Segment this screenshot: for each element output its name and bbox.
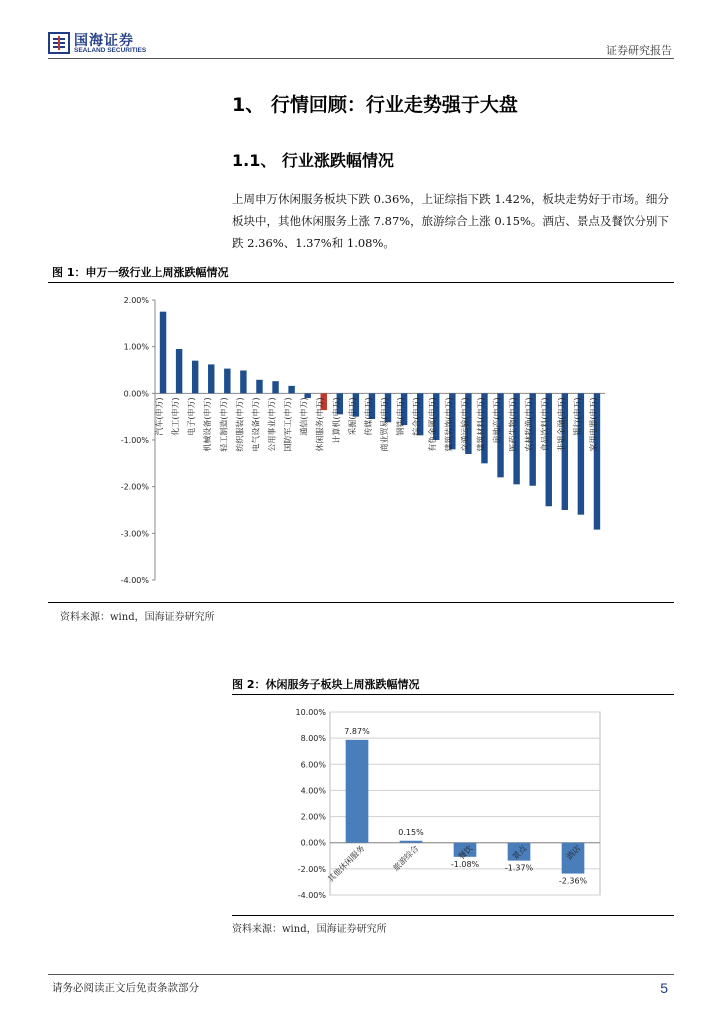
report-type-label: 证券研究报告 <box>606 44 672 57</box>
category-label: 建筑装饰(申万) <box>444 397 454 452</box>
logo-english-name: SEALAND SECURITIES <box>74 47 147 54</box>
category-label: 机械设备(申万) <box>203 397 213 452</box>
category-label: 汽车(申万) <box>155 397 165 436</box>
bar <box>240 370 246 393</box>
category-label: 休闲服务(申万) <box>315 397 325 452</box>
category-label: 综合(申万) <box>412 397 422 436</box>
category-label: 轻工制造(申万) <box>219 397 229 452</box>
data-label: -2.36% <box>558 876 588 886</box>
bar <box>346 740 369 843</box>
category-label: 采掘(申万) <box>347 397 357 436</box>
category-label: 计算机(申万) <box>331 397 341 444</box>
category-label: 非银金融(申万) <box>556 397 566 452</box>
category-label: 通信(申万) <box>299 397 309 436</box>
bar <box>160 312 166 394</box>
y-tick-label: -4.00% <box>297 891 326 900</box>
page-number: 5 <box>660 980 668 996</box>
y-tick-label: -2.00% <box>297 864 326 874</box>
y-tick-label: 8.00% <box>300 734 326 744</box>
company-logo <box>48 30 158 56</box>
category-label: 公用事业(申万) <box>267 397 277 452</box>
bar <box>256 380 262 394</box>
y-tick-label: 4.00% <box>300 786 326 796</box>
category-label: 纺织服装(申万) <box>235 397 245 452</box>
category-label: 交通运输(申万) <box>460 397 470 452</box>
section-heading: 1、 行情回顾：行业走势强于大盘 <box>232 94 518 116</box>
figure1-top-rule <box>48 282 674 283</box>
figure2-title: 图 2：休闲服务子板块上周涨跌幅情况 <box>232 678 420 691</box>
category-label: 农林牧渔(申万) <box>524 397 534 452</box>
category-label: 有色金属(申万) <box>428 397 438 452</box>
bar <box>400 841 423 843</box>
disclaimer-note: 请务必阅读正文后免责条款部分 <box>52 982 199 994</box>
y-tick-label: 2.00% <box>300 812 326 822</box>
category-label: 国防军工(申万) <box>283 397 293 452</box>
figure1-source: 资料来源：wind，国海证券研究所 <box>60 612 215 623</box>
category-label: 电子(申万) <box>187 397 197 436</box>
subsection-heading: 1.1、 行业涨跌幅情况 <box>232 151 394 170</box>
category-label: 餐饮 <box>456 843 475 862</box>
category-label: 医药生物(申万) <box>508 397 518 452</box>
bar <box>176 349 182 393</box>
sealand-logo-icon <box>48 32 70 54</box>
bar <box>304 393 310 398</box>
summary-paragraph: 上周申万休闲服务板块下跌 0.36%，上证综指下跌 1.42%，板块走势好于市场。细分板块中，其他休闲服务上涨 7.87%，旅游综合上涨 0.15%。酒店、景点及餐饮分别下跌 2.36%、1.37%和 1.08%。 <box>232 192 669 250</box>
figure2-top-rule <box>232 694 674 695</box>
page-header <box>0 0 724 60</box>
category-label: 家用电器(申万) <box>588 397 598 452</box>
figure2-source: 资料来源：wind，国海证券研究所 <box>232 924 387 935</box>
category-label: 传媒(申万) <box>363 397 373 436</box>
y-tick-label: 1.00% <box>123 342 149 352</box>
y-tick-label: -4.00% <box>120 576 149 585</box>
header-divider <box>48 58 674 59</box>
bar <box>288 386 294 393</box>
y-tick-label: 10.00% <box>295 708 326 717</box>
category-label: 商业贸易(申万) <box>380 397 390 452</box>
leisure-subsector-chart <box>280 700 610 910</box>
category-label: 其他休闲服务 <box>326 843 367 885</box>
category-label: 食品饮料(申万) <box>540 397 550 452</box>
footer-divider <box>48 974 674 975</box>
data-label: 7.87% <box>344 726 370 736</box>
y-tick-label: -2.00% <box>120 482 149 492</box>
logo-chinese-name: 国海证券 <box>74 33 134 49</box>
figure1-title: 图 1：申万一级行业上周涨跌幅情况 <box>52 266 229 279</box>
y-tick-label: 0.00% <box>300 838 326 848</box>
data-label: -1.08% <box>450 859 480 869</box>
category-label: 电气设备(申万) <box>251 397 261 452</box>
y-tick-label: -1.00% <box>120 436 149 445</box>
data-label: -1.37% <box>504 863 534 873</box>
category-label: 建筑材料(申万) <box>476 397 486 452</box>
category-label: 酒店 <box>564 843 583 862</box>
data-label: 0.15% <box>398 827 424 837</box>
category-label: 银行(申万) <box>572 397 582 436</box>
category-label: 房地产(申万) <box>492 397 502 444</box>
bar <box>192 361 198 394</box>
bar <box>272 381 278 393</box>
y-tick-label: 2.00% <box>123 296 149 305</box>
figure2-bottom-rule <box>232 915 674 916</box>
figure1-bottom-rule <box>48 602 674 603</box>
category-label: 旅游综合 <box>391 843 421 873</box>
category-label: 钢铁(申万) <box>396 397 406 436</box>
category-label: 化工(申万) <box>171 397 181 436</box>
y-tick-label: 6.00% <box>300 760 326 770</box>
category-label: 景点 <box>510 843 529 862</box>
y-tick-label: 0.00% <box>123 389 149 399</box>
y-tick-label: -3.00% <box>120 529 149 539</box>
bar <box>224 369 230 394</box>
bar <box>208 364 214 393</box>
industry-returns-chart <box>100 290 620 590</box>
